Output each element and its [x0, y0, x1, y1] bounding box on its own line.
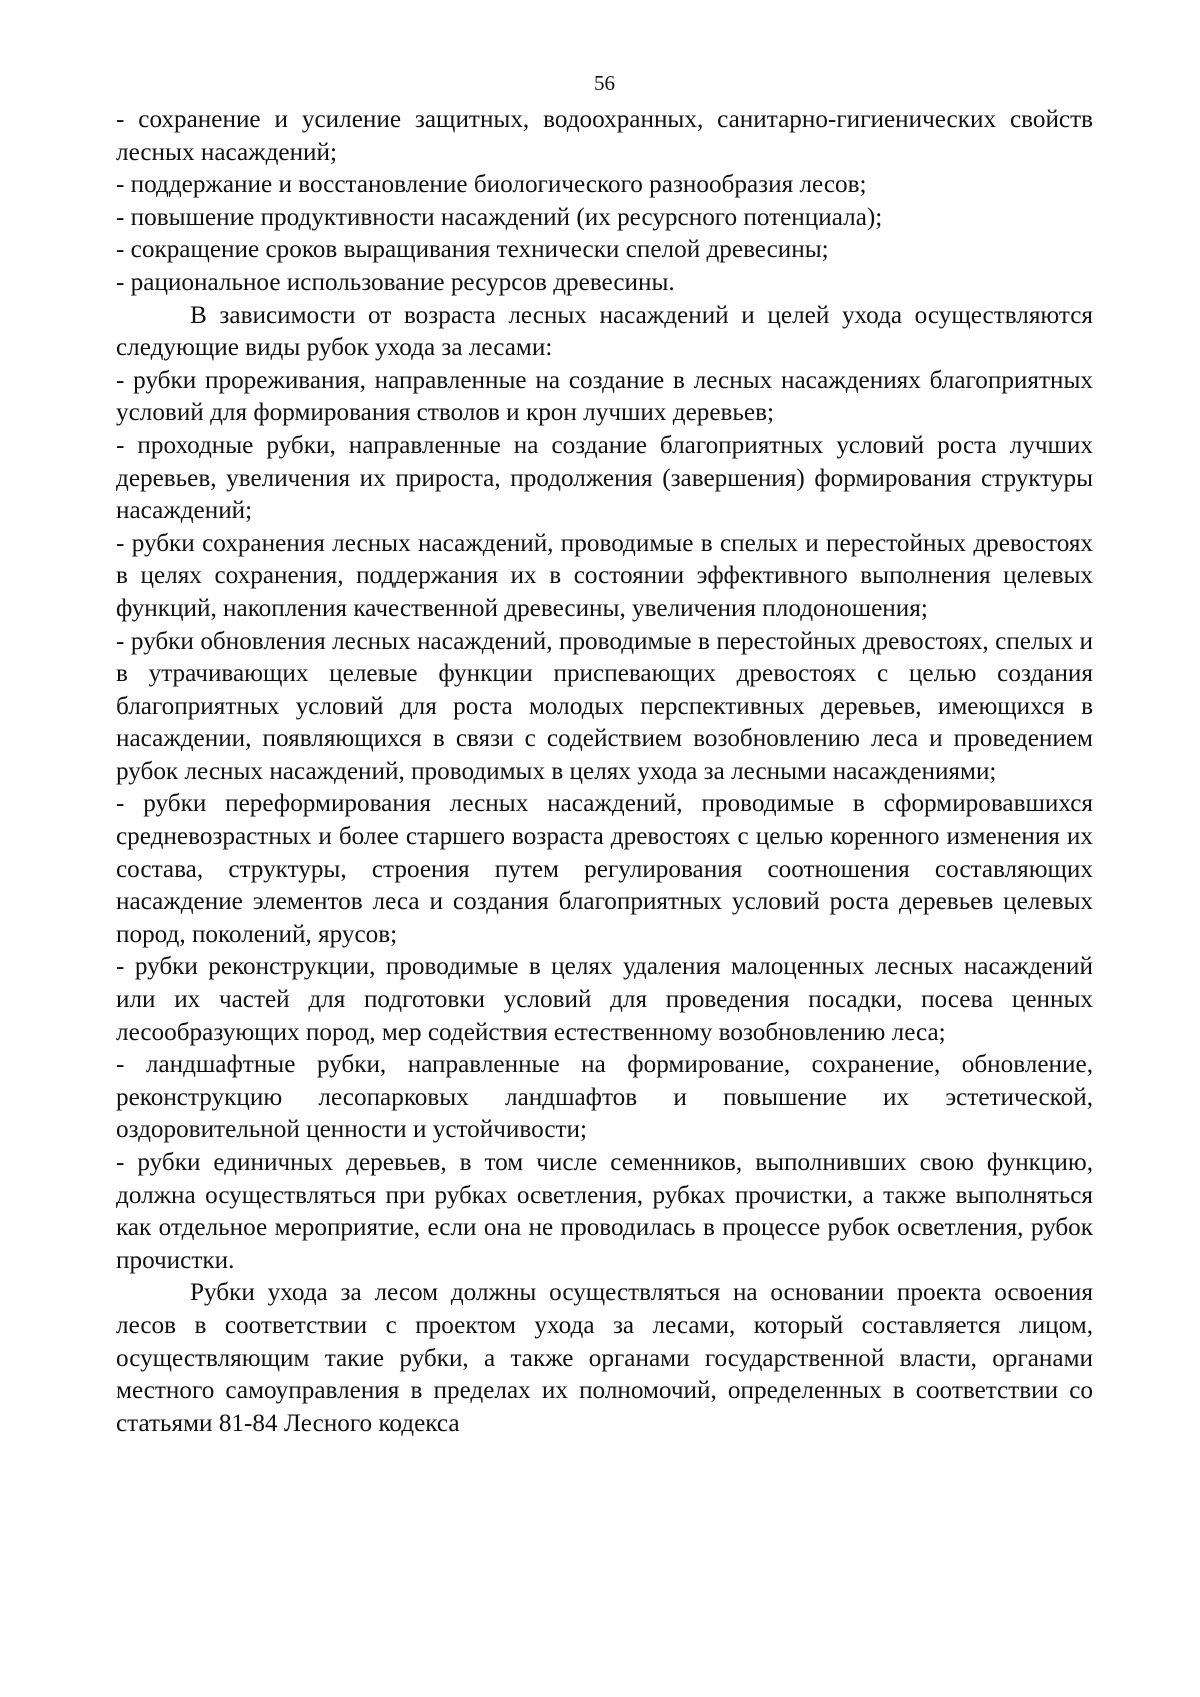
list-item: - рубки прореживания, направленные на создание в лесных насаждениях благоприятных условий для формирования стволов и крон лучших деревьев;	[116, 366, 1093, 427]
list-item: - рубки обновления лесных насаждений, проводимые в перестойных древостоях, спелых и в утрачивающих целевые функции приспевающих древостоях с целью создания благоприятных условий для роста молодых перспективных деревьев, имеющихся в насаждении, появляющихся в связи с содействием возобновлению леса и проведением рубок лесных насаждений, проводимых в целях ухода за лесными насаждениями;	[116, 627, 1093, 785]
list-item: - ландшафтные рубки, направленные на формирование, сохранение, обновление, реконструкцию лесопарковых ландшафтов и повышение их эстетической, оздоровительной ценности и устойчивости;	[116, 1051, 1093, 1144]
list-item: - рациональное использование ресурсов древесины.	[116, 268, 675, 296]
page-number: 56	[594, 71, 615, 95]
list-item: - рубки единичных деревьев, в том числе семенников, выполнивших свою функцию, должна осуществляться при рубках осветления, рубках прочистки, а также выполняться как отдельное мероприятие, если она не проводилась в процессе рубок осветления, рубок прочистки.	[116, 1149, 1093, 1274]
document-page	[116, 70, 1093, 1440]
list-item: - сокращение сроков выращивания технически спелой древесины;	[116, 236, 829, 264]
list-item: - рубки переформирования лесных насаждений, проводимые в сформировавшихся средневозрастных и более старшего возраста древостоях с целью коренного изменения их состава, структуры, строения путем регулирования соотношения составляющих насаждение элементов леса и создания благоприятных условий роста деревьев целевых пород, поколений, ярусов;	[116, 790, 1093, 948]
list-item: - сохранение и усиление защитных, водоохранных, санитарно-гигиенических свойств лесных насаждений;	[116, 106, 1093, 166]
list-item: - проходные рубки, направленные на создание благоприятных условий роста лучших деревьев, увеличения их прироста, продолжения (завершения) формирования структуры насаждений;	[116, 431, 1093, 525]
body-paragraph: Рубки ухода за лесом должны осуществляться на основании проекта освоения лесов в соответствии с проектом ухода за лесами, который составляется лицом, осуществляющим такие рубки, а также органами государственной власти, органами местного самоуправления в пределах их полномочий, определенных в соответствии со статьями 81-84 Лесного кодекса	[116, 1279, 1093, 1437]
list-item: - поддержание и восстановление биологического разнообразия лесов;	[116, 171, 867, 199]
list-item: - повышение продуктивности насаждений (их ресурсного потенциала);	[116, 203, 883, 231]
list-item: - рубки сохранения лесных насаждений, проводимые в спелых и перестойных древостоях в целях сохранения, поддержания их в состоянии эффективного выполнения целевых функций, накопления качественной древесины, увеличения плодоношения;	[116, 529, 1093, 622]
body-paragraph: В зависимости от возраста лесных насаждений и целей ухода осуществляются следующие виды рубок ухода за лесами:	[116, 301, 1093, 362]
list-item: - рубки реконструкции, проводимые в целях удаления малоценных лесных насаждений или их частей для подготовки условий для проведения посадки, посева ценных лесообразующих пород, мер содействия естественному возобновлению леса;	[116, 953, 1093, 1046]
